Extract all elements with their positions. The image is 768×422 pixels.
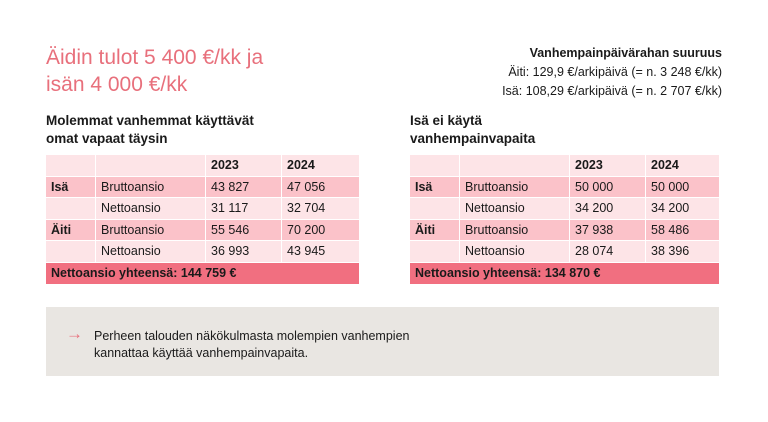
person-cell: Äiti	[46, 220, 96, 242]
page-title-line-1: Äidin tulot 5 400 €/kk ja	[46, 46, 264, 69]
allowance-father: Isä: 108,29 €/arkipäivä (= n. 2 707 €/kk)	[502, 84, 722, 98]
left-heading-line-2: omat vapaat täysin	[46, 131, 168, 146]
person-cell	[410, 241, 460, 263]
total-row	[46, 263, 359, 285]
page-title-line-2: isän 4 000 €/kk	[46, 73, 188, 96]
income-type-cell: Bruttoansio	[96, 177, 206, 199]
table-row	[46, 177, 359, 199]
value-cell: 58 486	[646, 220, 719, 242]
left-heading-line-1: Molemmat vanhemmat käyttävät	[46, 113, 254, 128]
total-cell: Nettoansio yhteensä: 144 759 €	[46, 263, 359, 285]
person-cell	[46, 198, 96, 220]
income-type-cell: Bruttoansio	[96, 220, 206, 242]
income-type-cell: Nettoansio	[96, 241, 206, 263]
value-cell: 50 000	[570, 177, 646, 199]
year-header: 2023	[570, 155, 646, 177]
income-type-cell: Bruttoansio	[460, 220, 570, 242]
income-type-cell: Nettoansio	[460, 198, 570, 220]
person-cell: Isä	[46, 177, 96, 199]
table-header-row	[410, 155, 719, 177]
table-header-row	[46, 155, 359, 177]
value-cell: 70 200	[282, 220, 359, 242]
value-cell: 34 200	[646, 198, 719, 220]
right-section-heading	[410, 112, 535, 148]
value-cell: 43 827	[206, 177, 282, 199]
conclusion-note	[46, 307, 719, 376]
table-row	[410, 198, 719, 220]
value-cell: 55 546	[206, 220, 282, 242]
value-cell: 50 000	[646, 177, 719, 199]
income-type-cell: Bruttoansio	[460, 177, 570, 199]
value-cell: 43 945	[282, 241, 359, 263]
value-cell: 38 396	[646, 241, 719, 263]
value-cell: 37 938	[570, 220, 646, 242]
allowance-heading: Vanhempainpäivärahan suuruus	[529, 46, 722, 60]
allowance-info	[502, 44, 722, 101]
arrow-right-icon: →	[66, 324, 83, 343]
header-empty-cell	[460, 155, 570, 177]
left-section-heading	[46, 112, 254, 148]
value-cell: 31 117	[206, 198, 282, 220]
total-row	[410, 263, 719, 285]
year-header: 2024	[646, 155, 719, 177]
header-empty-cell	[96, 155, 206, 177]
value-cell: 28 074	[570, 241, 646, 263]
total-cell: Nettoansio yhteensä: 134 870 €	[410, 263, 719, 285]
year-header: 2023	[206, 155, 282, 177]
allowance-mother: Äiti: 129,9 €/arkipäivä (= n. 3 248 €/kk)	[508, 65, 722, 79]
person-cell: Äiti	[410, 220, 460, 242]
income-type-cell: Nettoansio	[460, 241, 570, 263]
table-row	[410, 241, 719, 263]
table-row	[410, 177, 719, 199]
left-income-table	[46, 155, 359, 284]
table-row	[46, 198, 359, 220]
value-cell: 34 200	[570, 198, 646, 220]
header-empty-cell	[46, 155, 96, 177]
right-income-table	[410, 155, 719, 284]
note-line-1: Perheen talouden näkökulmasta molempien vanhempien	[94, 329, 410, 343]
person-cell: Isä	[410, 177, 460, 199]
value-cell: 32 704	[282, 198, 359, 220]
year-header: 2024	[282, 155, 359, 177]
right-heading-line-1: Isä ei käytä	[410, 113, 483, 128]
table-row	[46, 241, 359, 263]
table-row	[410, 220, 719, 242]
note-text	[94, 328, 534, 362]
person-cell	[410, 198, 460, 220]
table-row	[46, 220, 359, 242]
page-title	[46, 44, 346, 98]
note-line-2: kannattaa käyttää vanhempainvapaita.	[94, 346, 309, 360]
income-type-cell: Nettoansio	[96, 198, 206, 220]
right-heading-line-2: vanhempainvapaita	[410, 131, 536, 146]
value-cell: 36 993	[206, 241, 282, 263]
value-cell: 47 056	[282, 177, 359, 199]
person-cell	[46, 241, 96, 263]
header-empty-cell	[410, 155, 460, 177]
